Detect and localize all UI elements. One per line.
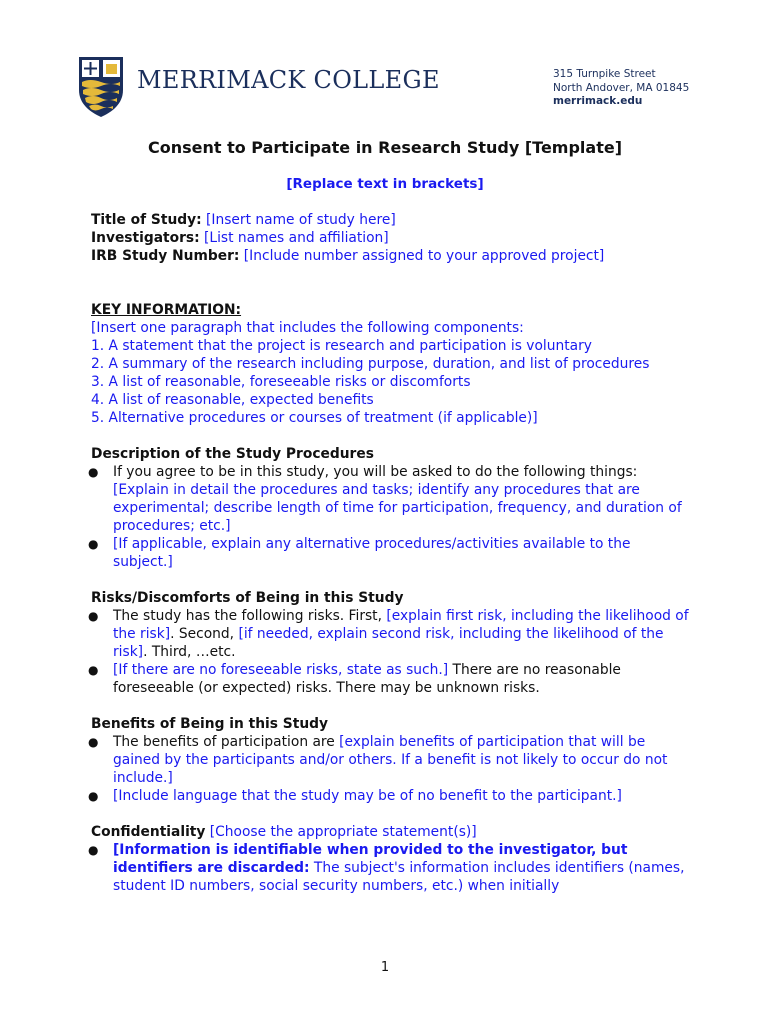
page-number: 1 xyxy=(380,960,390,975)
list-item xyxy=(91,841,691,895)
confidentiality-heading: Confidentiality xyxy=(91,824,206,840)
key-information-item: 1. A statement that the project is research and participation is voluntary xyxy=(91,338,592,354)
investigators-label: Investigators: xyxy=(91,230,200,246)
risks-list xyxy=(91,607,691,697)
address-street: 315 Turnpike Street xyxy=(553,68,656,80)
benefits-placeholder: [explain benefits of participation that will be gained by the participants and/or others. If a benefit is not likely to occur do not include.] xyxy=(113,734,668,786)
irb-number-line xyxy=(91,247,691,265)
list-item xyxy=(91,661,691,697)
list-item xyxy=(91,535,691,571)
risks-placeholder: [if needed, explain second risk, including the likelihood of the risk] xyxy=(113,626,664,660)
list-item xyxy=(91,607,691,661)
procedures-list xyxy=(91,463,691,571)
confidentiality-option-heading: [Information is identifiable when provided to the investigator, but identifiers are discarded: xyxy=(113,842,628,876)
document-body xyxy=(91,211,691,895)
irb-number-value: [Include number assigned to your approved project] xyxy=(243,248,605,264)
confidentiality-list xyxy=(91,841,691,895)
confidentiality-heading-line xyxy=(91,823,691,841)
procedures-placeholder: [If applicable, explain any alternative procedures/activities available to the subject.] xyxy=(113,536,631,570)
list-item xyxy=(91,463,691,535)
key-information-intro: [Insert one paragraph that includes the following components: xyxy=(91,320,524,336)
key-information-heading: KEY INFORMATION: xyxy=(91,302,242,318)
investigators-value: [List names and affiliation] xyxy=(204,230,389,246)
study-title-line xyxy=(91,211,691,229)
risks-heading: Risks/Discomforts of Being in this Study xyxy=(91,590,404,606)
key-information-item: 5. Alternative procedures or courses of treatment (if applicable)] xyxy=(91,410,538,426)
risks-placeholder: [explain first risk, including the likelihood of the risk] xyxy=(113,608,689,642)
college-crest-logo xyxy=(78,56,124,118)
risks-text: . Second, xyxy=(170,626,239,642)
college-address xyxy=(553,68,689,109)
key-information-item: 4. A list of reasonable, expected benefits xyxy=(91,392,374,408)
procedures-placeholder: [Explain in detail the procedures and tasks; identify any procedures that are experimental; describe length of time for participation, frequency, and duration of procedures; etc.] xyxy=(113,482,682,534)
document-subtitle: [Replace text in brackets] xyxy=(286,176,484,192)
benefits-heading: Benefits of Being in this Study xyxy=(91,716,329,732)
irb-number-label: IRB Study Number: xyxy=(91,248,240,264)
confidentiality-placeholder: The subject's information includes identifiers (names, student ID numbers, social security numbers, etc.) when initially xyxy=(113,860,685,894)
benefits-text: The benefits of participation are xyxy=(113,734,340,750)
key-information-item: 3. A list of reasonable, foreseeable risks or discomforts xyxy=(91,374,471,390)
letterhead xyxy=(0,0,770,130)
investigators-line xyxy=(91,229,691,247)
risks-placeholder: [If there are no foreseeable risks, state as such.] xyxy=(113,662,449,678)
benefits-placeholder: [Include language that the study may be of no benefit to the participant.] xyxy=(113,788,622,804)
risks-text: The study has the following risks. First, xyxy=(113,608,387,624)
address-city: North Andover, MA 01845 xyxy=(553,81,690,94)
procedures-text: If you agree to be in this study, you will be asked to do the following things: xyxy=(113,464,638,480)
list-item xyxy=(91,787,691,805)
risks-text: . Third, …etc. xyxy=(143,644,236,660)
benefits-list xyxy=(91,733,691,805)
document-title: Consent to Participate in Research Study [Template] xyxy=(147,138,623,157)
confidentiality-note: [Choose the appropriate statement(s)] xyxy=(209,824,477,840)
study-title-label: Title of Study: xyxy=(91,212,202,228)
college-website: merrimack.edu xyxy=(553,95,643,107)
list-item xyxy=(91,733,691,787)
risks-text: There are no reasonable foreseeable (or expected) risks. There may be unknown risks. xyxy=(113,662,621,696)
college-name: MERRIMACK COLLEGE xyxy=(137,66,440,94)
study-title-value: [Insert name of study here] xyxy=(206,212,396,228)
key-information-item: 2. A summary of the research including purpose, duration, and list of procedures xyxy=(91,356,650,372)
procedures-heading: Description of the Study Procedures xyxy=(91,446,374,462)
